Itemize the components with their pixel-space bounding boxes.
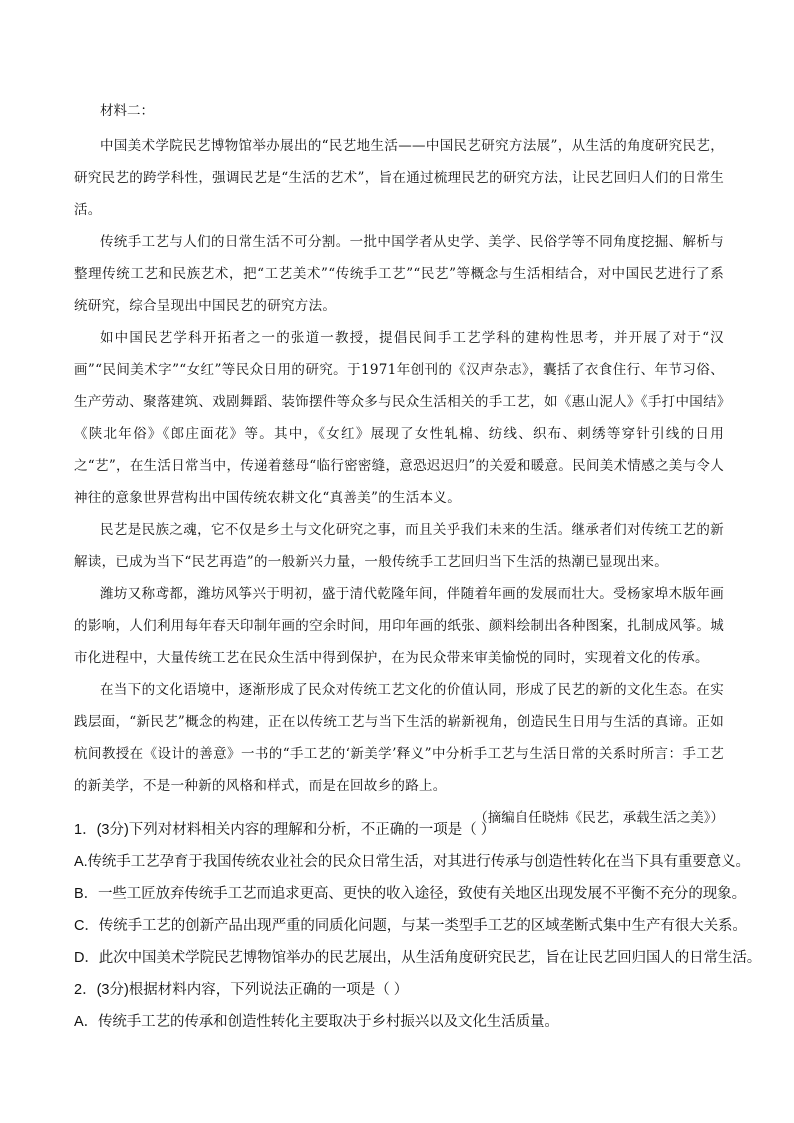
- question-1-stem: 1．(3分)下列对材料相关内容的理解和分析，不正确的一项是（ ）: [74, 822, 496, 838]
- material-source: （摘编自任晓炜《民艺，承载生活之美》）: [474, 810, 724, 826]
- question-2-stem: 2．(3分)根据材料内容，下列说法正确的一项是（ ）: [74, 982, 409, 998]
- material-paragraph-4: 民艺是民族之魂，它不仅是乡土与文化研究之事，而且关乎我们未来的生活。继承者们对传统工艺的新解读，已成为当下“民艺再造”的一般新兴力量，一般传统手工艺回归当下生活的热潮已显现出来。: [74, 522, 724, 570]
- material-paragraph-6: 在当下的文化语境中，逐渐形成了民众对传统工艺文化的价值认同，形成了民艺的新的文化生态。在实践层面，“新民艺”概念的构建，正在以传统工艺与当下生活的崭新视角，创造民生日用与生活的真谛。正如杭间教授在《设计的善意》一书的“手工艺的‘新美学’释义”中分析手工艺与生活日常的关系时所言：手工艺的新美学，不是一种新的风格和样式，而是在回故乡的路上。: [74, 682, 724, 794]
- question-1-option-b: B．一些工匠放弃传统手工艺而追求更高、更快的收入途径，致使有关地区出现发展不平衡不充分的现象。: [74, 886, 746, 902]
- material-heading: 材料二：: [100, 103, 154, 119]
- question-1-option-a: A.传统手工艺孕育于我国传统农业社会的民众日常生活，对其进行传承与创造性转化在当下具有重要意义。: [74, 854, 750, 870]
- material-paragraph-5: 潍坊又称鸢都，潍坊风筝兴于明初，盛于清代乾隆年间，伴随着年画的发展而壮大。受杨家埠木版年画的影响，人们利用每年春天印制年画的空余时间，用印年画的纸张、颜料绘制出各种图案，扎制成风筝。城市化进程中，大量传统工艺在民众生活中得到保护，在为民众带来审美愉悦的同时，实现着文化的传承。: [74, 586, 724, 666]
- question-section: [74, 814, 762, 1038]
- reading-material: [74, 100, 724, 834]
- question-2-option-a: A．传统手工艺的传承和创造性转化主要取决于乡村振兴以及文化生活质量。: [74, 1014, 559, 1030]
- material-paragraph-2: 传统手工艺与人们的日常生活不可分割。一批中国学者从史学、美学、民俗学等不同角度挖掘、解析与整理传统工艺和民族艺术，把“工艺美术”“传统手工艺”“民艺”等概念与生活相结合，对中国民艺进行了系统研究，综合呈现出中国民艺的研究方法。: [74, 234, 724, 314]
- question-1-option-d: D．此次中国美术学院民艺博物馆举办的民艺展出，从生活角度研究民艺，旨在让民艺回归国人的日常生活。: [74, 950, 762, 966]
- material-paragraph-1: 中国美术学院民艺博物馆举办展出的“民艺地生活——中国民艺研究方法展”，从生活的角度研究民艺，研究民艺的跨学科性，强调民艺是“生活的艺术”，旨在通过梳理民艺的研究方法，让民艺回归人们的日常生活。: [74, 138, 724, 218]
- material-paragraph-3: 如中国民艺学科开拓者之一的张道一教授，提倡民间手工艺学科的建构性思考，并开展了对于“汉画”“民间美术字”“女红”等民众日用的研究。于1971年创刊的《汉声杂志》，囊括了衣食住行、年节习俗、生产劳动、聚落建筑、戏剧舞蹈、装饰摆件等众多与民众生活相关的手工艺，如《惠山泥人》《手打中国结》《陕北年俗》《郎庄面花》等。其中，《女红》展现了女性轧棉、纺线、织布、刺绣等穿针引线的日用之“艺”，在生活日常当中，传递着慈母“临行密密缝，意恐迟迟归”的关爱和暖意。民间美术情感之美与令人神往的意象世界营构出中国传统农耕文化“真善美”的生活本义。: [74, 330, 724, 506]
- question-1-option-c: C．传统手工艺的创新产品出现严重的同质化问题，与某一类型手工艺的区域垄断式集中生产有很大关系。: [74, 918, 747, 934]
